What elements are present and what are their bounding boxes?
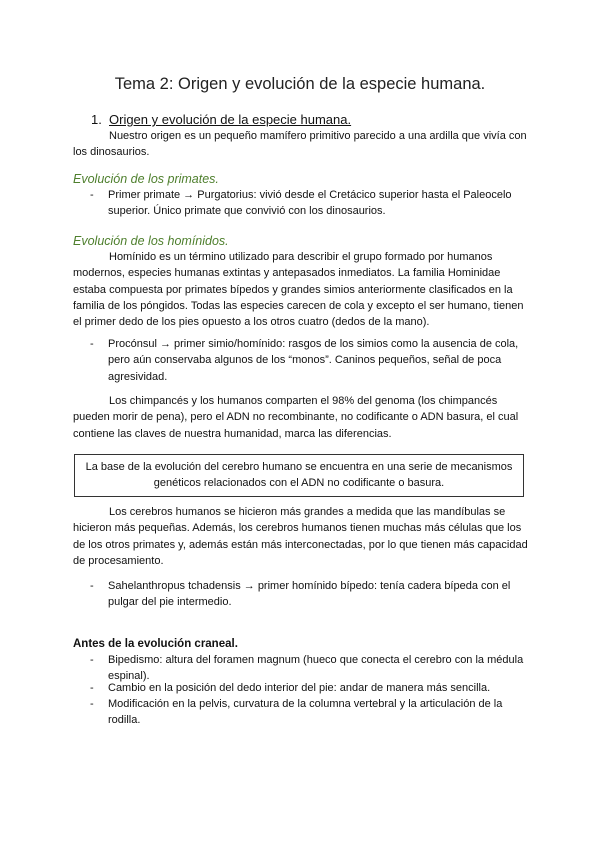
hominidos-paragraph-3: Los cerebros humanos se hicieron más grandes a medida que las mandíbulas se hicieron más pequeñas. Además, los cerebros humanos tienen muchas más células que los de los otros primates y, además están más interconectadas, por lo que tienen más capacidad de procesamiento. <box>73 506 528 567</box>
bullet-text: Procónsul → primer simio/homínido: rasgos de los simios como la ausencia de cola, pero aún conservaba algunos de los “monos”. Caninos pequeños, señal de poca agresividad. <box>108 338 519 383</box>
bullet-text: Cambio en la posición del dedo interior del pie: andar de manera más sencilla. <box>108 682 491 694</box>
bullet-text: Primer primate → Purgatorius: vivió desde el Cretácico superior hasta el Paleocelo superior. Único primate que convivió con los dinosaurios. <box>108 189 512 218</box>
bullet-text: Sahelanthropus tchadensis → primer homínido bípedo: tenía cadera bípeda con el pulgar del pie intermedio. <box>108 580 511 609</box>
hominidos-paragraph-1: Homínido es un término utilizado para describir el grupo formado por humanos modernos, especies humanas extintas y antepasados inmediatos. La familia Hominidae estaba compuesta por primates bípedos y grandes simios anteriormente clasificados en la familia de los póngidos. Todas las especies carecen de cola y excepto el ser humano, tienen el primer dedo de los pies opuesto a los otros cuatro (dedos de la mano). <box>73 251 524 329</box>
craneal-bullet-2 <box>90 680 530 696</box>
hominidos-heading: Evolución de los homínidos. <box>73 234 229 248</box>
section-heading-text: Origen y evolución de la especie humana. <box>109 112 352 127</box>
hominidos-paragraph-2: Los chimpancés y los humanos comparten el 98% del genoma (los chimpancés pueden morir de pena), pero el ADN no recombinante, no codificante o ADN basura, el cual contiene las claves de nuestra humanidad, marca las diferencias. <box>73 395 519 440</box>
section-number: 1. <box>91 112 102 127</box>
intro-paragraph: Nuestro origen es un pequeño mamífero primitivo parecido a una ardilla que vivía con los dinosaurios. <box>73 130 527 159</box>
primates-heading: Evolución de los primates. <box>73 172 219 186</box>
bullet-dash: - <box>90 698 94 710</box>
bullet-dash: - <box>90 682 94 694</box>
craneal-heading: Antes de la evolución craneal. <box>73 638 238 650</box>
bullet-text: Bipedismo: altura del foramen magnum (hueco que conecta el cerebro con la médula espinal). <box>108 654 524 683</box>
bullet-text: Modificación en la pelvis, curvatura de la columna vertebral y la articulación de la rodilla. <box>108 698 503 727</box>
bullet-dash: - <box>90 654 94 666</box>
bullet-dash: - <box>90 580 94 592</box>
sahelanthropus-bullet <box>90 578 530 611</box>
highlight-box: La base de la evolución del cerebro humano se encuentra en una serie de mecanismos genéticos relacionados con el ADN no codificante o basura. <box>74 454 524 497</box>
craneal-bullet-3 <box>90 696 530 729</box>
bullet-dash: - <box>90 338 94 350</box>
bullet-dash: - <box>90 189 94 201</box>
primates-bullet <box>90 187 530 220</box>
proconsul-bullet <box>90 336 530 385</box>
page-title: Tema 2: Origen y evolución de la especie humana. <box>114 75 486 93</box>
section-heading-1 <box>91 110 351 129</box>
